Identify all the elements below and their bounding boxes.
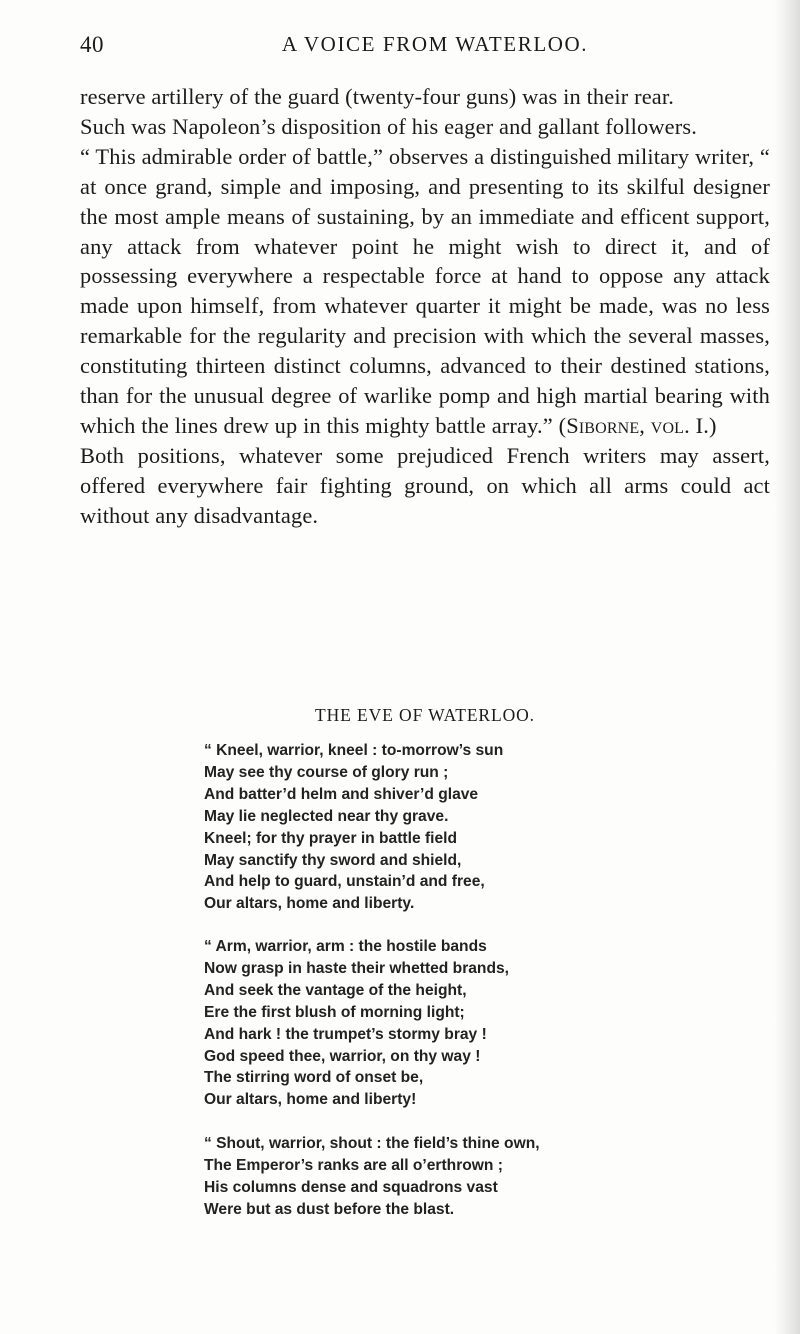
poem-line: May lie neglected near thy grave.: [204, 807, 449, 825]
poem-line: And help to guard, unstain’d and free,: [204, 873, 485, 891]
poem-line: His columns dense and squadrons vast: [204, 1178, 498, 1196]
body-text: [80, 82, 770, 531]
poem-line: Our altars, home and liberty.: [204, 895, 415, 913]
poem-stanza-2: [204, 936, 764, 1111]
running-head: [80, 24, 780, 64]
poem-line: May see thy course of glory run ;: [204, 763, 449, 781]
poem-line: The Emperor’s ranks are all o’erthrown ;: [204, 1156, 503, 1174]
poem-line: Our altars, home and liberty!: [204, 1091, 417, 1109]
poem-line: Were but as dust before the blast.: [204, 1200, 455, 1218]
page-edge-shadow: [774, 0, 800, 1334]
poem-line: Now grasp in haste their whetted brands,: [204, 959, 509, 977]
poem-line: “ Kneel, warrior, kneel : to-morrow’s sun: [204, 742, 504, 759]
poem-title: THE EVE OF WATERLOO.: [315, 705, 535, 725]
poem-line: And batter’d helm and shiver’d glave: [204, 785, 479, 803]
quoted-paragraph: [80, 142, 770, 441]
paragraph: Both positions, whatever some prejudiced French writers may assert, offered everywhere fair fighting ground, on which all arms could act without any disadvantage.: [80, 442, 770, 528]
poem-stanza-3: [204, 1133, 764, 1221]
page-number: 40: [80, 32, 104, 57]
poem-line: “ Shout, warrior, shout : the field’s thine own,: [204, 1135, 540, 1152]
poem-line: And seek the vantage of the height,: [204, 981, 467, 999]
poem-stanza-1: [204, 740, 764, 915]
poem-line: God speed thee, warrior, on thy way !: [204, 1047, 481, 1065]
poem-line: May sanctify thy sword and shield,: [204, 851, 462, 869]
quotation: “ This admirable order of battle,” observes a distinguished military writer, “ at once grand, simple and imposing, and presenting to its skilful designer the most ample means of sustaining, by an immediate and efficent support, any attack from whatever point he might wish to direct it, and of possessing everywhere a respectable force at hand to oppose any attack made upon himself, from whatever quarter it might be made, was no less remarkable for the regularity and precision with which the several masses, constituting thirteen distinct columns, advanced to their destined stations, than for the unusual degree of warlike pomp and high martial bearing with which the lines drew up in this mighty battle array.”: [80, 143, 770, 438]
running-head-title: A VOICE FROM WATERLOO.: [281, 32, 589, 56]
paragraph: Such was Napoleon’s disposition of his eager and gallant followers.: [80, 113, 697, 139]
poem-line: “ Arm, warrior, arm : the hostile bands: [204, 938, 487, 955]
poem-line: Kneel; for thy prayer in battle field: [204, 829, 458, 847]
citation: (Siborne, vol. I.): [558, 412, 717, 438]
poem-line: Ere the first blush of morning light;: [204, 1003, 465, 1021]
poem-line: The stirring word of onset be,: [204, 1069, 424, 1087]
paragraph: reserve artillery of the guard (twenty-four guns) was in their rear.: [80, 84, 674, 109]
poem-line: And hark ! the trumpet’s stormy bray !: [204, 1025, 487, 1043]
